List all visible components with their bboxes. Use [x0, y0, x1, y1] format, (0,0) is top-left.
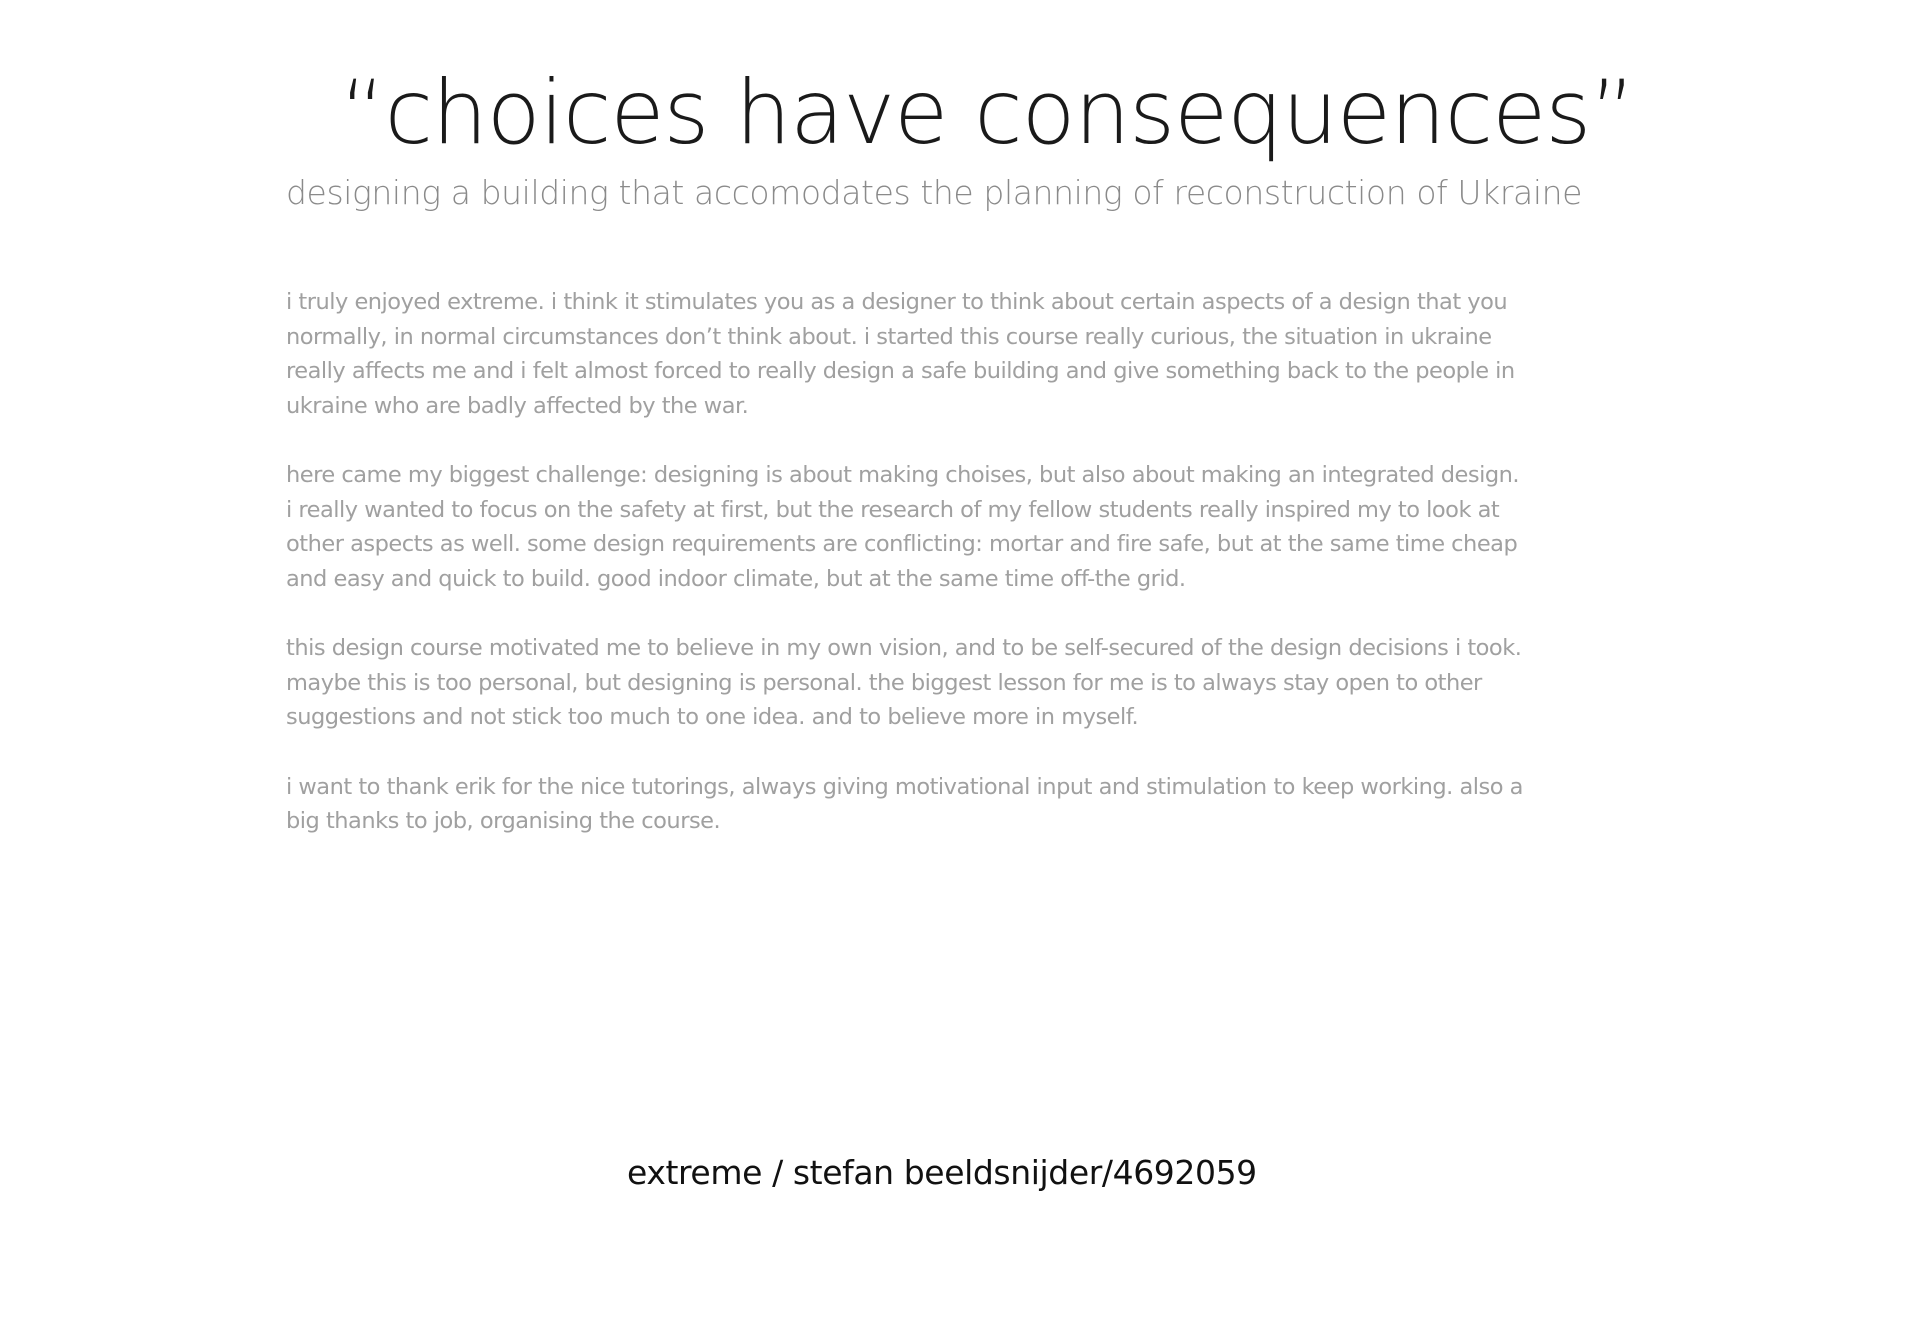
- paragraph-line: here came my biggest challenge: designing is about making choises, but also about making an integrated design.: [286, 462, 1520, 488]
- page-subtitle: designing a building that accomodates the planning of reconstruction of Ukraine: [286, 173, 1583, 212]
- paragraph-biggest-challenge: [286, 458, 1586, 596]
- paragraph-line: ukraine who are badly affected by the war.: [286, 392, 749, 419]
- paragraph-line: i truly enjoyed extreme. i think it stimulates you as a designer to think about certain aspects of a design that you: [286, 289, 1508, 315]
- paragraph-line: normally, in normal circumstances don’t think about. i started this course really curious, the situation in ukraine: [286, 323, 1492, 350]
- paragraph-enjoyed-extreme: [286, 285, 1586, 423]
- reflection-body: [286, 285, 1586, 874]
- paragraph-line: suggestions and not stick too much to one idea. and to believe more in myself.: [286, 704, 1139, 730]
- page-title: “choices have consequences”: [340, 61, 1635, 164]
- paragraph-line: and easy and quick to build. good indoor climate, but at the same time off-the grid.: [286, 565, 1186, 592]
- paragraph-thanks: [286, 770, 1586, 839]
- author-footer: extreme / stefan beeldsnijder/4692059: [627, 1153, 1257, 1192]
- paragraph-line: maybe this is too personal, but designing is personal. the biggest lesson for me is to always stay open to other: [286, 669, 1482, 696]
- paragraph-line: i really wanted to focus on the safety at first, but the research of my fellow students really inspired my to look at: [286, 496, 1500, 523]
- paragraph-line: this design course motivated me to believe in my own vision, and to be self-secured of the design decisions i took.: [286, 635, 1522, 661]
- paragraph-own-vision: [286, 631, 1586, 735]
- paragraph-line: big thanks to job, organising the course.: [286, 808, 721, 834]
- paragraph-line: other aspects as well. some design requirements are conflicting: mortar and fire safe, but at the same time cheap: [286, 531, 1518, 557]
- paragraph-line: really affects me and i felt almost forced to really design a safe building and give something back to the people in: [286, 358, 1515, 384]
- paragraph-line: i want to thank erik for the nice tutorings, always giving motivational input and stimulation to keep working. also a: [286, 773, 1523, 800]
